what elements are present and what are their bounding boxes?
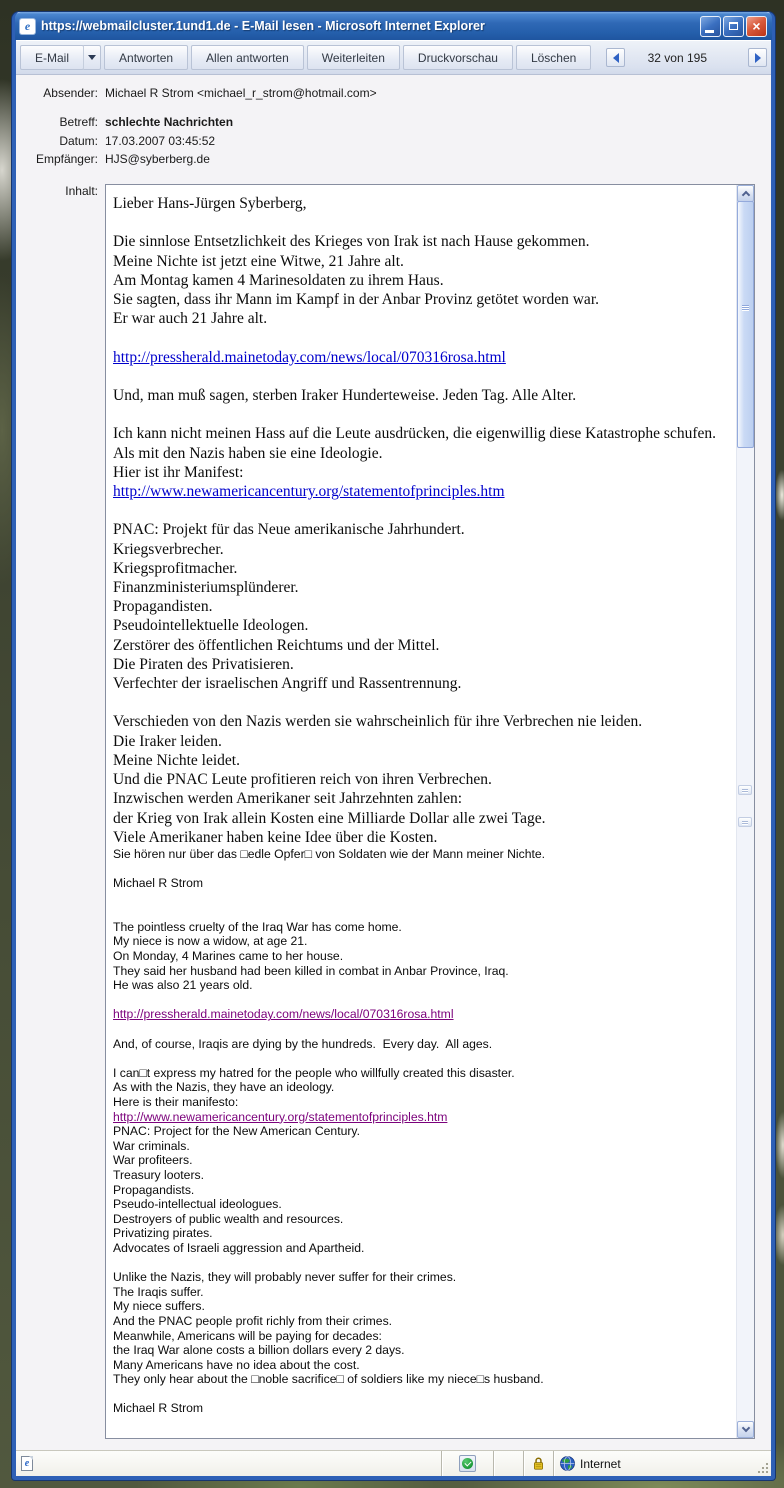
content-label: Inhalt: <box>65 184 98 198</box>
content-row <box>16 184 755 1439</box>
body-line: And, of course, Iraqis are dying by the hundreds. Every day. All ages. <box>113 1036 493 1051</box>
maximize-icon <box>729 22 738 30</box>
status-pane-main <box>16 1451 441 1476</box>
header-value-empfaenger: HJS@syberberg.de <box>105 152 210 166</box>
body-line <box>113 693 734 712</box>
body-line: Viele Amerikaner haben keine Idee über die Kosten. <box>113 828 438 846</box>
toolbar-button-loeschen[interactable] <box>516 45 591 70</box>
body-line <box>113 482 734 501</box>
email-headers <box>16 86 755 167</box>
close-icon: × <box>752 18 761 34</box>
arrow-left-icon <box>613 53 619 63</box>
header-value-betreff: schlechte Nachrichten <box>105 115 234 129</box>
chevron-up-icon <box>741 191 749 199</box>
body-line <box>113 1256 734 1271</box>
body-line: My niece is now a widow, at age 21. <box>113 934 308 949</box>
body-line: I can□t express my hatred for the people who willfully created this disaster. <box>113 1065 515 1080</box>
body-line: Lieber Hans-Jürgen Syberberg, <box>113 195 307 212</box>
minimize-icon <box>705 30 714 33</box>
email-body-text <box>106 185 736 1438</box>
toolbar-button-label: Antworten <box>119 50 174 65</box>
body-line <box>113 993 734 1008</box>
body-line: They said her husband had been killed in combat in Anbar Province, Iraq. <box>113 963 509 978</box>
header-label-absender: Absender: <box>43 86 98 100</box>
header-value-absender: Michael R Strom <michael_r_strom@hotmail.com> <box>105 86 377 100</box>
body-line <box>113 348 734 367</box>
scrollbar-track-mark <box>738 817 752 827</box>
email-link[interactable]: http://pressherald.mainetoday.com/news/local/070316rosa.html <box>113 348 506 366</box>
toolbar-button-label: Allen antworten <box>206 50 289 65</box>
email-link[interactable]: http://www.newamericancentury.org/statementofprinciples.htm <box>113 483 505 501</box>
body-line: Inzwischen werden Amerikaner seit Jahrzehnten zahlen: <box>113 790 463 808</box>
body-line: Meine Nichte leidet. <box>113 751 240 769</box>
toolbar-button-email[interactable] <box>20 45 84 70</box>
body-line <box>113 891 734 906</box>
body-line: War profiteers. <box>113 1153 193 1168</box>
scrollbar[interactable] <box>736 185 754 1438</box>
minimize-button[interactable] <box>700 16 721 37</box>
toolbar-button-label: E-Mail <box>35 50 70 65</box>
body-line: Zerstörer des öffentlichen Reichtums und der Mittel. <box>113 636 440 654</box>
ie-document-icon: e <box>21 1456 33 1471</box>
toolbar-button-label: Druckvorschau <box>417 50 498 65</box>
body-line: Propagandists. <box>113 1182 195 1197</box>
toolbar-button-label: Weiterleiten <box>321 50 385 65</box>
ie-page-icon: e <box>20 19 35 34</box>
body-line: Pseudointellektuelle Ideologen. <box>113 617 309 635</box>
body-line: Finanzministeriumsplünderer. <box>113 579 299 597</box>
close-button[interactable] <box>746 16 767 37</box>
body-line <box>113 1051 734 1066</box>
status-pane-progress <box>441 1451 493 1476</box>
scrollbar-track-mark <box>738 785 752 795</box>
status-pane-zone <box>553 1451 771 1476</box>
toolbar-button-allen-antworten[interactable] <box>191 45 304 70</box>
header-label-empfaenger: Empfänger: <box>35 152 98 166</box>
body-line: Verschieden von den Nazis werden sie wahrscheinlich für ihre Verbrechen nie leiden. <box>113 713 643 731</box>
email-link[interactable]: http://www.newamericancentury.org/statementofprinciples.htm <box>113 1109 448 1124</box>
header-label-datum: Datum: <box>59 134 98 148</box>
next-email-button[interactable] <box>748 48 767 67</box>
body-line: Am Montag kamen 4 Marinesoldaten zu ihrem Haus. <box>113 271 444 289</box>
security-zone-label: Internet <box>580 1456 621 1471</box>
status-bar <box>16 1450 771 1476</box>
body-line: Propagandisten. <box>113 598 213 616</box>
body-line <box>113 213 734 232</box>
email-body-box[interactable] <box>105 184 755 1439</box>
body-line: Sie sagten, dass ihr Mann im Kampf in der Anbar Provinz getötet worden war. <box>113 291 599 309</box>
body-line: Und, man muß sagen, sterben Iraker Hunderteweise. Jeden Tag. Alle Alter. <box>113 387 577 405</box>
previous-email-button[interactable] <box>606 48 625 67</box>
header-value-datum: 17.03.2007 03:45:52 <box>105 134 216 148</box>
green-check-icon <box>459 1455 476 1472</box>
body-line: Die Iraker leiden. <box>113 732 222 750</box>
body-line <box>113 367 734 386</box>
body-line: Die sinnlose Entsetzlichkeit des Krieges von Irak ist nach Hause gekommen. <box>113 233 590 251</box>
header-row <box>16 134 755 149</box>
body-line: Unlike the Nazis, they will probably never suffer for their crimes. <box>113 1270 457 1285</box>
body-line <box>113 405 734 424</box>
window-title: https://webmailcluster.1und1.de - E-Mail lesen - Microsoft Internet Explorer <box>41 19 485 33</box>
toolbar-button-label: Löschen <box>530 50 577 65</box>
body-line: Meanwhile, Americans will be paying for decades: <box>113 1328 382 1343</box>
scroll-up-button[interactable] <box>737 185 754 202</box>
body-line: Und die PNAC Leute profitieren reich von ihren Verbrechen. <box>113 771 492 789</box>
body-line: Many Americans have no idea about the cost. <box>113 1357 360 1372</box>
lock-icon <box>532 1456 545 1471</box>
chevron-down-icon <box>88 55 96 60</box>
body-line: Pseudo-intellectual ideologues. <box>113 1197 282 1212</box>
body-line: Destroyers of public wealth and resources. <box>113 1211 344 1226</box>
body-line: Here is their manifesto: <box>113 1095 239 1109</box>
body-line: Michael R Strom <box>113 1401 204 1416</box>
body-line: Die Piraten des Privatisieren. <box>113 655 294 673</box>
email-dropdown-button[interactable] <box>83 45 101 70</box>
body-line: My niece suffers. <box>113 1299 205 1314</box>
body-line: Er war auch 21 Jahre alt. <box>113 310 268 328</box>
body-line: Sie hören nur über das □edle Opfer□ von Soldaten wie der Mann meiner Nichte. <box>113 846 546 861</box>
body-line: War criminals. <box>113 1138 190 1153</box>
body-line <box>113 905 734 920</box>
body-line: He was also 21 years old. <box>113 978 253 993</box>
toolbar <box>16 40 771 75</box>
scroll-down-button[interactable] <box>737 1421 754 1438</box>
email-link[interactable]: http://pressherald.mainetoday.com/news/local/070316rosa.html <box>113 1007 454 1022</box>
maximize-button[interactable] <box>723 16 744 37</box>
browser-window <box>12 12 775 1480</box>
toolbar-button-druckvorschau[interactable] <box>403 45 513 70</box>
body-line: The Iraqis suffer. <box>113 1284 204 1299</box>
body-line: PNAC: Projekt für das Neue amerikanische Jahrhundert. <box>113 521 465 539</box>
email-read-page <box>16 75 771 1450</box>
body-line: der Krieg von Irak allein Kosten eine Milliarde Dollar alle zwei Tage. <box>113 809 546 827</box>
globe-icon <box>560 1456 575 1471</box>
body-line: the Iraq War alone costs a billion dollars every 2 days. <box>113 1343 405 1358</box>
toolbar-button-antworten[interactable] <box>104 45 188 70</box>
header-label-betreff: Betreff: <box>59 115 98 129</box>
chevron-down-icon <box>741 1424 749 1432</box>
body-line <box>113 1007 734 1022</box>
body-line: Kriegsverbrecher. <box>113 540 224 558</box>
body-line: The pointless cruelty of the Iraq War has come home. <box>113 919 402 934</box>
body-line: Verfechter der israelischen Angriff und Rassentrennung. <box>113 675 462 693</box>
body-line: As with the Nazis, they have an ideology. <box>113 1080 335 1095</box>
header-row <box>16 86 755 101</box>
body-line <box>113 1022 734 1037</box>
email-counter: 32 von 195 <box>647 50 707 65</box>
body-line <box>113 501 734 520</box>
body-line: Meine Nichte ist jetzt eine Witwe, 21 Jahre alt. <box>113 252 404 270</box>
body-line <box>113 862 734 877</box>
arrow-right-icon <box>755 53 761 63</box>
body-line <box>113 1110 734 1125</box>
body-line: Privatizing pirates. <box>113 1226 213 1241</box>
body-line: Hier ist ihr Manifest: <box>113 463 244 481</box>
body-line: And the PNAC people profit richly from their crimes. <box>113 1313 393 1328</box>
body-line: Ich kann nicht meinen Hass auf die Leute ausdrücken, die eigenwillig diese Katastrophe schufen. <box>113 425 717 443</box>
status-pane-empty <box>493 1451 523 1476</box>
header-row <box>16 152 755 167</box>
window-controls <box>700 16 767 37</box>
toolbar-button-weiterleiten[interactable] <box>307 45 400 70</box>
body-line: PNAC: Project for the New American Century. <box>113 1124 360 1139</box>
body-line: Treasury looters. <box>113 1167 204 1182</box>
resize-grip[interactable] <box>755 1460 769 1474</box>
titlebar[interactable] <box>15 12 772 40</box>
header-row <box>16 115 755 130</box>
body-line <box>113 328 734 347</box>
scrollbar-thumb[interactable] <box>737 201 754 448</box>
body-line: Michael R Strom <box>113 876 204 891</box>
status-pane-security <box>523 1451 553 1476</box>
body-line: They only hear about the □noble sacrifice□ of soldiers like my niece□s husband. <box>113 1372 544 1387</box>
body-line: Kriegsprofitmacher. <box>113 559 238 577</box>
body-line: On Monday, 4 Marines came to her house. <box>113 949 344 964</box>
body-line <box>113 1387 734 1402</box>
body-line: Als mit den Nazis haben sie eine Ideologie. <box>113 444 383 462</box>
body-line: Advocates of Israeli aggression and Apartheid. <box>113 1240 365 1255</box>
